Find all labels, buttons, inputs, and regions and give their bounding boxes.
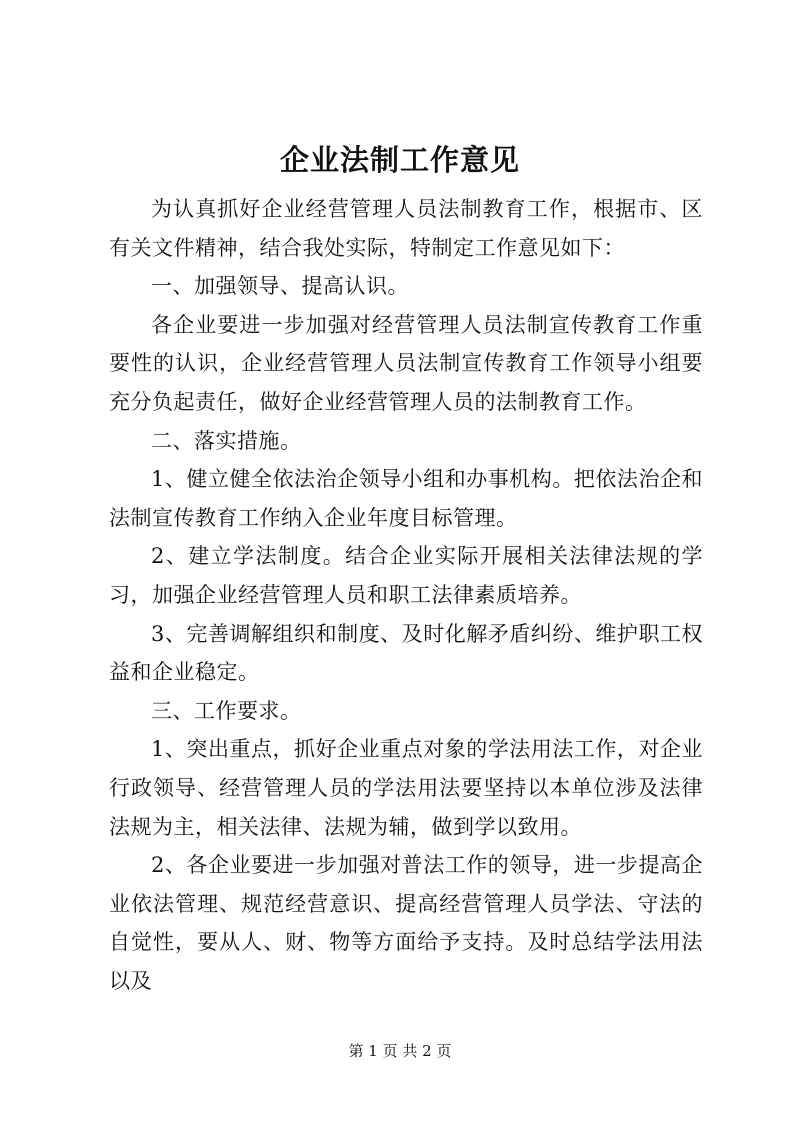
document-body [109, 190, 703, 1000]
list-item-2-2: 2、建立学法制度。结合企业实际开展相关法律法规的学习，加强企业经营管理人员和职工法律素质培养。 [109, 544, 703, 607]
section-heading-1: 一、加强领导、提高认识。 [151, 274, 409, 299]
section-heading-3: 三、工作要求。 [151, 698, 302, 723]
page-number-footer: 第 1 页 共 2 页 [348, 1042, 452, 1060]
list-item-3-1: 1、突出重点，抓好企业重点对象的学法用法工作，对企业行政领导、经营管理人员的学法用法要坚持以本单位涉及法律法规为主，相关法律、法规为辅，做到学以致用。 [109, 737, 703, 839]
list-item-2-3: 3、完善调解组织和制度、及时化解矛盾纠纷、维护职工权益和企业稳定。 [109, 621, 703, 685]
paragraph-intro: 为认真抓好企业经营管理人员法制教育工作，根据市、区有关文件精神，结合我处实际，特制定工作意见如下： [109, 197, 703, 260]
document-title: 企业法制工作意见 [279, 143, 520, 177]
paragraph-section-1: 各企业要进一步加强对经营管理人员法制宣传教育工作重要性的认识，企业经营管理人员法制宣传教育工作领导小组要充分负起责任，做好企业经营管理人员的法制教育工作。 [109, 312, 703, 414]
list-item-2-1: 1、健立健全依法治企领导小组和办事机构。把依法治企和法制宣传教育工作纳入企业年度目标管理。 [109, 467, 703, 530]
section-heading-2: 二、落实措施。 [151, 428, 302, 453]
list-item-3-2: 2、各企业要进一步加强对普法工作的领导，进一步提高企业依法管理、规范经营意识、提高经营管理人员学法、守法的自觉性，要从人、财、物等方面给予支持。及时总结学法用法以及 [109, 853, 703, 993]
